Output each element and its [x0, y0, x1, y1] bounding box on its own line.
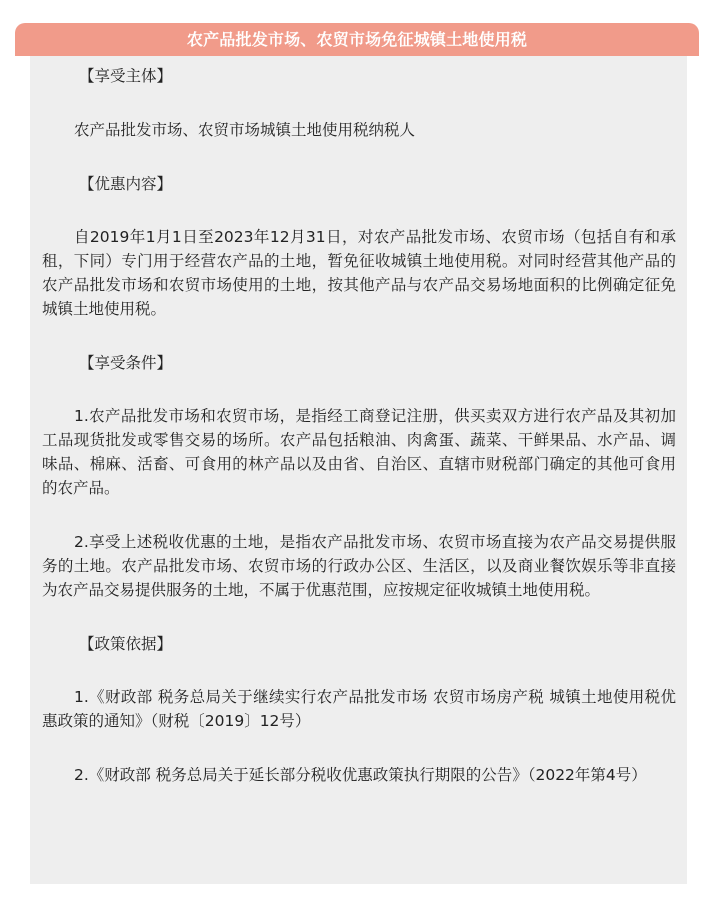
- condition-paragraph-2: 2.享受上述税收优惠的土地，是指农产品批发市场、农贸市场直接为农产品交易提供服务的土地。农产品批发市场、农贸市场的行政办公区、生活区，以及商业餐饮娱乐等非直接为农产品交易提供服务的土地，不属于优惠范围，应按规定征收城镇土地使用税。: [42, 533, 676, 599]
- content-paragraph: 自2019年1月1日至2023年12月31日，对农产品批发市场、农贸市场（包括自有和承租，下同）专门用于经营农产品的土地，暂免征收城镇土地使用税。对同时经营其他产品的农产品批发市场和农贸市场使用的土地，按其他产品与农产品交易场地面积的比例确定征免城镇土地使用税。: [42, 228, 676, 318]
- policy-content-panel: [30, 56, 687, 884]
- section-heading-content: 【优惠内容】: [79, 175, 173, 193]
- subject-paragraph: 农产品批发市场、农贸市场城镇土地使用税纳税人: [74, 121, 416, 139]
- basis-paragraph-1: 1.《财政部 税务总局关于继续实行农产品批发市场 农贸市场房产税 城镇土地使用税优惠政策的通知》（财税〔2019〕12号）: [42, 688, 676, 730]
- page-title-banner: 农产品批发市场、农贸市场免征城镇土地使用税: [15, 23, 699, 56]
- section-heading-basis: 【政策依据】: [79, 635, 173, 653]
- basis-paragraph-2: 2.《财政部 税务总局关于延长部分税收优惠政策执行期限的公告》（2022年第4号）: [74, 766, 647, 784]
- condition-paragraph-1: 1.农产品批发市场和农贸市场，是指经工商登记注册，供买卖双方进行农产品及其初加工品现货批发或零售交易的场所。农产品包括粮油、肉禽蛋、蔬菜、干鲜果品、水产品、调味品、棉麻、活畜、可食用的林产品以及由省、自治区、直辖市财税部门确定的其他可食用的农产品。: [42, 407, 676, 497]
- section-heading-subject: 【享受主体】: [79, 67, 173, 85]
- section-heading-conditions: 【享受条件】: [79, 354, 173, 372]
